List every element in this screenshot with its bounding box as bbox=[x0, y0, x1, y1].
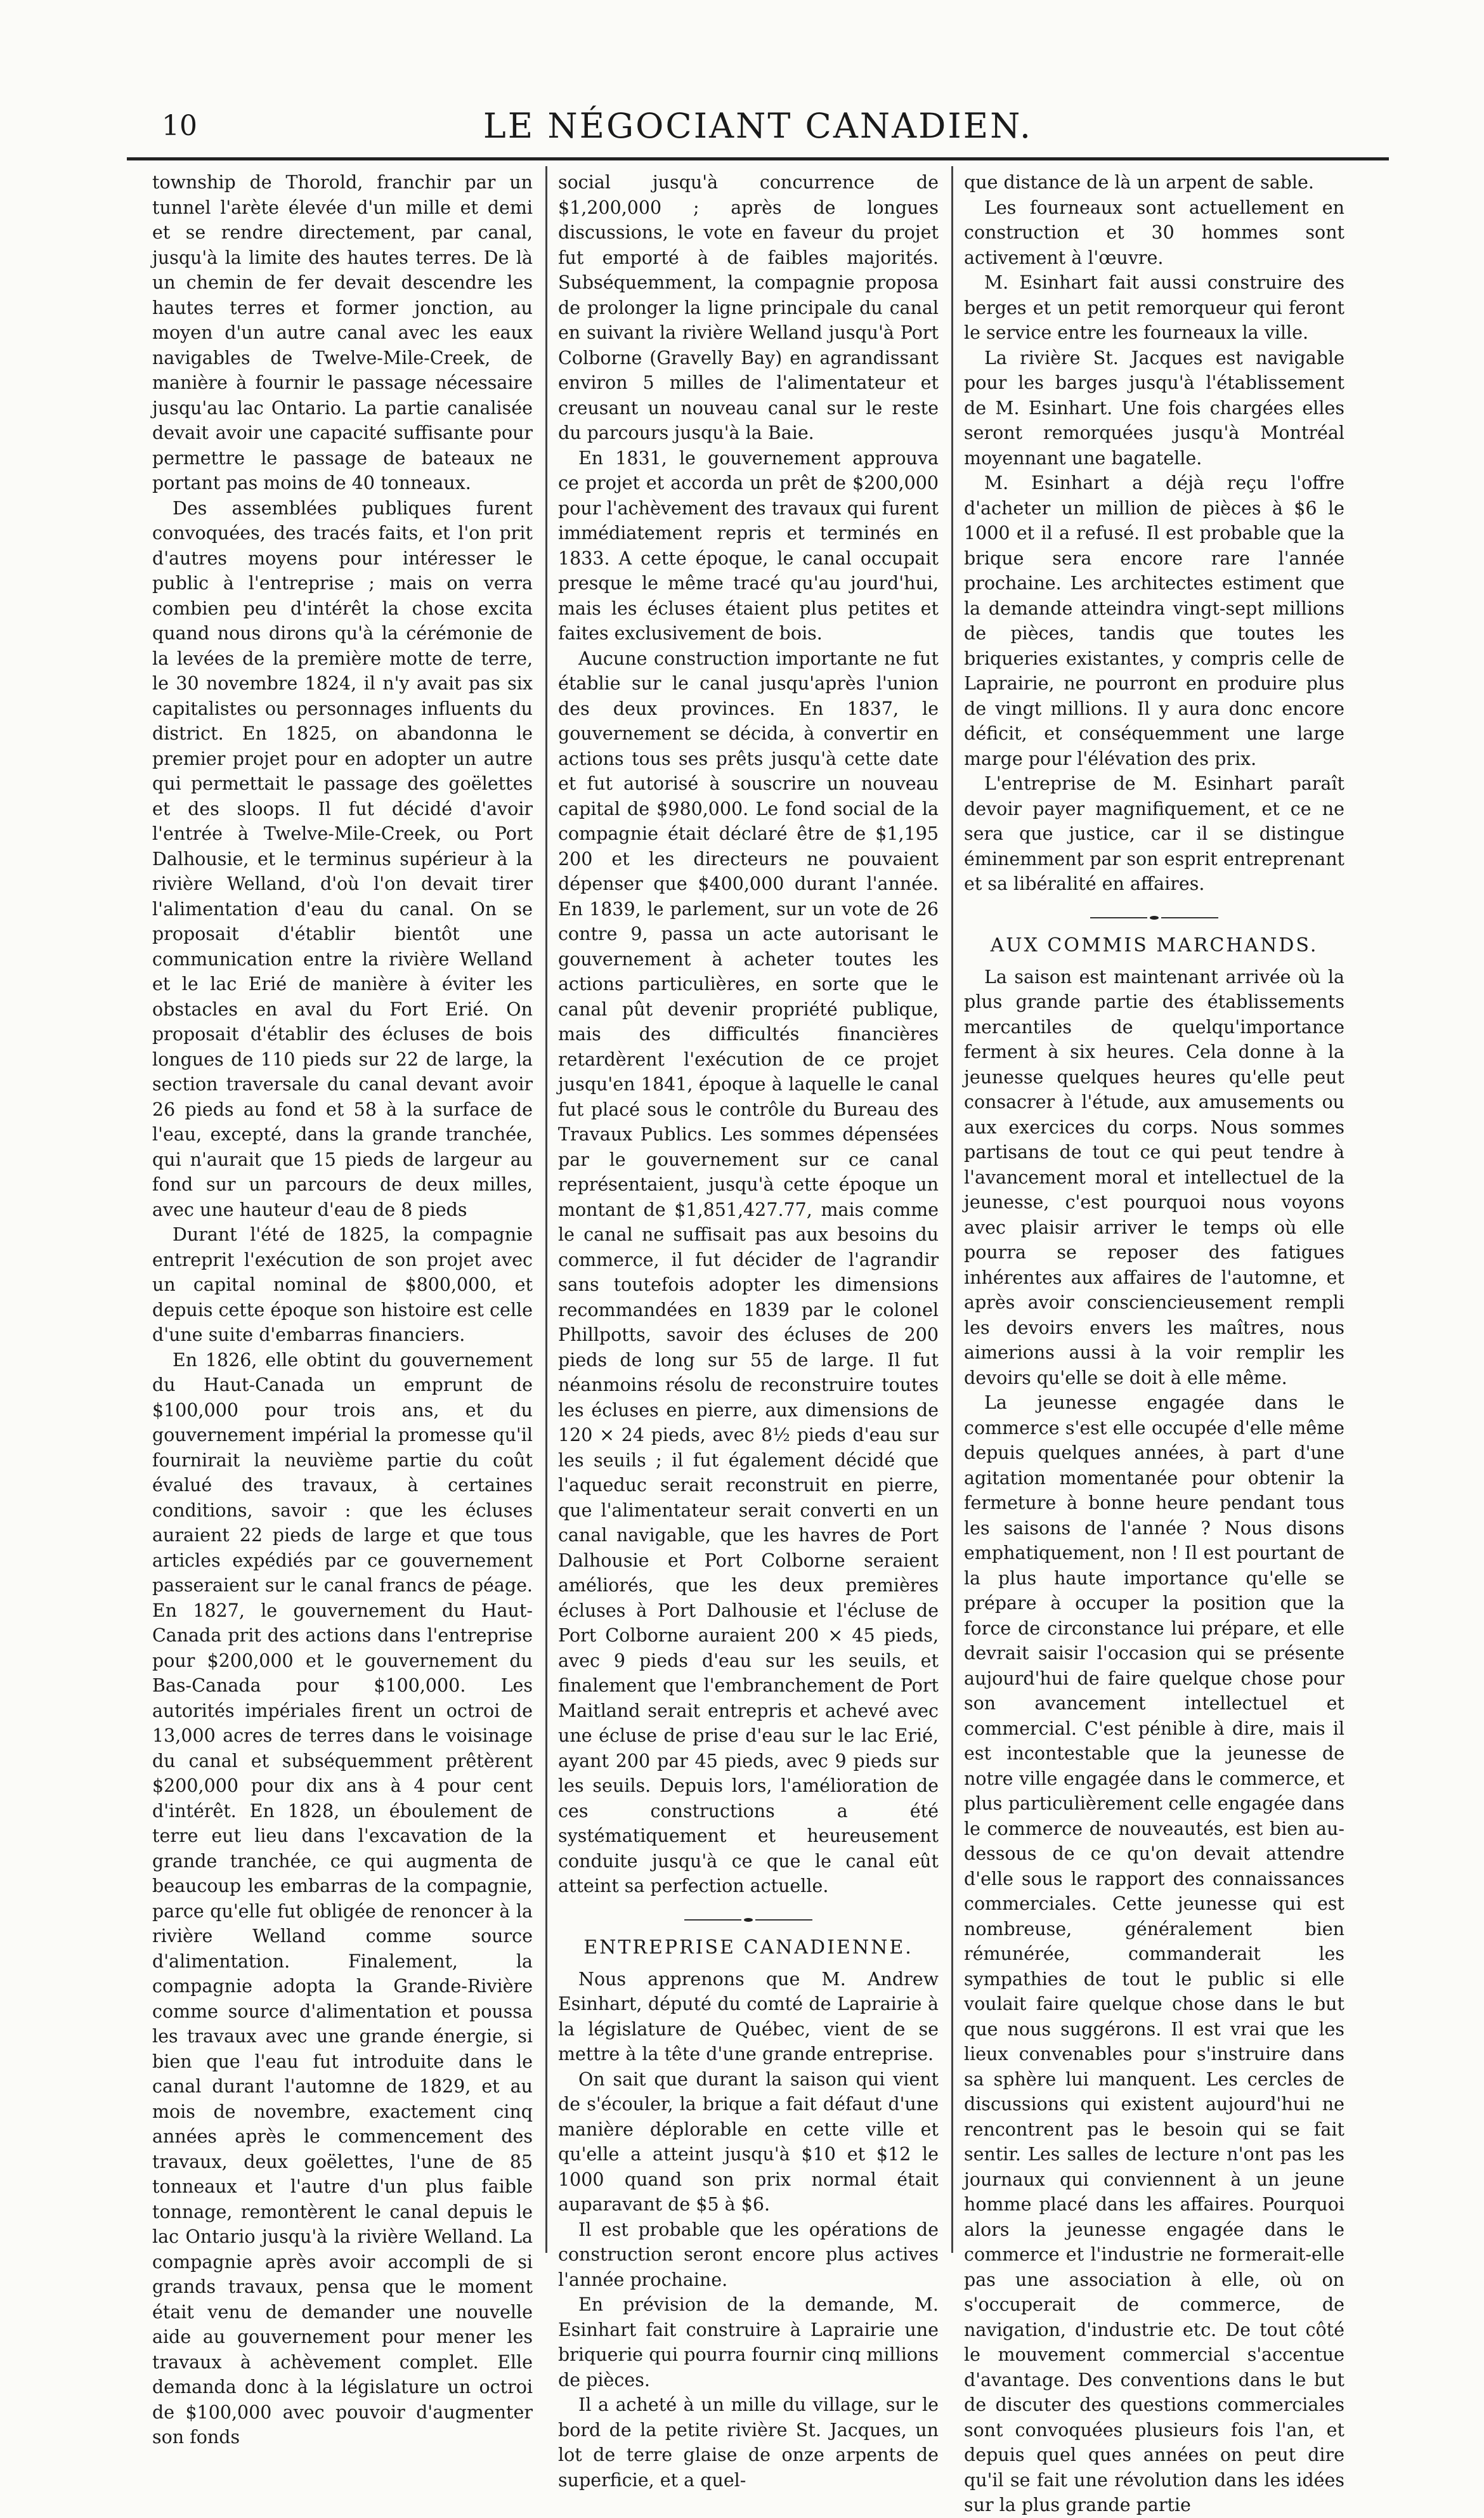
paragraph: township de Thorold, franchir par un tunnel l'arète élevée d'un mille et demi et se rendre directement, par canal, jusqu'à la limite des hautes terres. De là un chemin de fer devait descendre les hautes terres et former jonction, au moyen d'un autre canal avec les eaux navigables de Twelve-Mile-Creek, de manière à fournir le passage nécessaire jusqu'au lac Ontario. La partie canalisée devait avoir une capacité suffisante pour permettre le passage de bateaux ne portant pas moins de 40 tonneaux. bbox=[152, 172, 533, 493]
column-2 bbox=[558, 170, 939, 2491]
paragraph: M. Esinhart a déjà reçu l'offre d'acheter un million de pièces à $6 le 1000 et il a refusé. Il est probable que la brique sera encore rare l'année prochaine. Les architectes estiment que la demande atteindra vingt-sept millions de pièces, tandis que toutes les briqueries existantes, y compris celle de Laprairie, ne pourront en produire plus de vingt millions. Il y aura donc encore déficit, et conséquemment une large marge pour l'élévation des prix. bbox=[964, 473, 1344, 769]
section-separator bbox=[964, 904, 1344, 930]
paragraph: En 1826, elle obtint du gouvernement du Haut-Canada un emprunt de $100,000 pour trois ans, et du gouvernement impérial la promesse qu'il fournirait la neuvième partie du coût évalué des travaux, à certaines conditions, savoir : que les écluses auraient 22 pieds de large et que tous articles expédiés par ce gouvernement passeraient sur le canal francs de péage. En 1827, le gouvernement du Haut-Canada prit des actions dans l'entreprise pour $200,000 et le gouvernement du Bas-Canada pour $100,000. Les autorités impériales firent un octroi de 13,000 acres de terres dans le voisinage du canal et subséquemment prêtèrent $200,000 pour dix ans à 4 pour cent d'intérêt. En 1828, un éboulement de terre eut lieu dans l'excavation de la grande tranchée, ce qui augmenta de beaucoup les embarras de la compagnie, parce qu'elle fut obligée de renoncer à la rivière Welland comme source d'alimentation. Finalement, la compagnie adopta la Grande-Rivière comme source d'alimentation et poussa les travaux avec une grande énergie, si bien que l'eau fut introduite dans le canal durant l'automne de 1829, et au mois de novembre, exactement cinq années après le commencement des travaux, deux goëlettes, l'une de 85 tonneaux et l'autre d'un plus faible tonnage, remontèrent le canal depuis le lac Ontario jusqu'à la rivière Welland. La compagnie après avoir accompli de si grands travaux, pensa que le moment était venu de demander une nouvelle aide au gouvernement pour mener les travaux à achèvement complet. Elle demanda donc à la législature un octroi de $100,000 avec pouvoir d'augmenter son fonds bbox=[152, 1349, 533, 2448]
paragraph: Il a acheté à un mille du village, sur le bord de la petite rivière St. Jacques, un lot de terre glaise de onze arpents de superficie, et a quel- bbox=[558, 2394, 939, 2491]
page-number: 10 bbox=[162, 110, 197, 142]
paragraph: La rivière St. Jacques est navigable pour les barges jusqu'à l'établissement de M. Esinhart. Une fois chargées elles seront remorquées jusqu'à Montréal moyennant une bagatelle. bbox=[964, 347, 1344, 469]
column-divider bbox=[545, 166, 547, 2253]
paragraph: social jusqu'à concurrence de $1,200,000 ; après de longues discussions, le vote en faveur du projet fut emporté à de faibles majorités. Subséquemment, la compagnie proposa de prolonger la ligne principale du canal en suivant la rivière Welland jusqu'à Port Colborne (Gravelly Bay) en agrandissant environ 5 milles de l'alimentateur et creusant un nouveau canal sur le reste du parcours jusqu'à la Baie. bbox=[558, 172, 939, 443]
paragraph: Durant l'été de 1825, la compagnie entreprit l'exécution de son projet avec un capital nominal de $800,000, et depuis cette époque son histoire est celle d'une suite d'embarras financiers. bbox=[152, 1224, 533, 1345]
section-separator bbox=[558, 1907, 939, 1932]
paragraph: La jeunesse engagée dans le commerce s'est elle occupée d'elle même depuis quelques années, à part d'une agitation momentanée pour obtenir la fermeture à bonne heure pendant tous les saisons de l'année ? Nous disons emphatiquement, non ! Il est pourtant de la plus haute importance qu'elle se prépare à occuper la position que la force de circonstance lui prépare, et elle devrait saisir l'occasion qui se présente aujourd'hui de faire quelque chose pour son avancement intellectuel et commercial. C'est pénible à dire, mais il est incontestable que la jeunesse de notre ville engagée dans le commerce, et plus particulièrement celle engagée dans le commerce de nouveautés, est bien au-dessous de ce qu'on devait attendre d'elle sous le rapport des connaissances commerciales. Cette jeunesse qui est nombreuse, généralement bien rémunérée, commanderait les sympathies de tout le public si elle voulait faire quelque chose dans le but que nous suggérons. Il est vrai que les lieux convenables pour s'instruire dans sa sphère lui manquent. Les cercles de discussions qui existent aujourd'hui ne rencontrent pas le besoin qui se fait sentir. Les salles de lecture n'ont pas les journaux qui conviennent à un jeune homme placé dans les affaires. Pourquoi alors la jeunesse engagée dans le commerce et l'industrie ne formerait-elle pas une association à elle, où on s'occuperait de commerce, de navigation, d'industrie etc. De tout côté le mouvement commercial s'accentue d'avantage. Des conventions dans le but de discuter des questions commerciales sont convoquées plusieurs fois l'an, et depuis quel ques années on peut dire qu'il se fait une révolution dans les idées sur la plus grande partie bbox=[964, 1392, 1344, 2515]
paragraph: Nous apprenons que M. Andrew Esinhart, député du comté de Laprairie à la législature de Québec, vient de se mettre à la tête d'une grande entreprise. bbox=[558, 1968, 939, 2065]
section-title: AUX COMMIS MARCHANDS. bbox=[990, 934, 1318, 956]
paragraph: En prévision de la demande, M. Esinhart fait construire à Laprairie une briquerie qui pourra fournir cinq millions de pièces. bbox=[558, 2294, 939, 2391]
paragraph: M. Esinhart fait aussi construire des berges et un petit remorqueur qui feront le service entre les fourneaux la ville. bbox=[964, 272, 1344, 343]
paragraph: En 1831, le gouvernement approuva ce projet et accorda un prêt de $200,000 pour l'achèvement des travaux qui furent immédiatement repris et terminés en 1833. A cette époque, le canal occupait presque le même tracé qu'au jourd'hui, mais les écluses étaient plus petites et faites exclusivement de bois. bbox=[558, 447, 939, 644]
section-title: ENTREPRISE CANADIENNE. bbox=[583, 1936, 913, 1959]
paragraph: Il est probable que les opérations de construction seront encore plus actives l'année prochaine. bbox=[558, 2219, 939, 2290]
column-3 bbox=[964, 170, 1344, 2515]
paragraph: La saison est maintenant arrivée où la plus grande partie des établissements mercantiles de quelqu'importance ferment à six heures. Cela donne à la jeunesse quelques heures qu'elle peut consacrer à l'étude, aux amusements ou aux exercices du corps. Nous sommes partisans de tout ce qui peut tendre à l'avancement moral et intellectuel de la jeunesse, c'est pourquoi nous voyons avec plaisir arriver le temps où elle pourra se reposer des fatigues inhérentes aux affaires de l'automne, et après avoir consciencieusement rempli les devoirs envers les maîtres, nous aimerions aussi à la voir remplir les devoirs qu'elle se doit à elle même. bbox=[964, 966, 1344, 1388]
paragraph: Des assemblées publiques furent convoquées, des tracés faits, et l'on prit d'autres moyens pour intéresser le public à l'entreprise ; mais on verra combien peu d'intérêt la chose excita quand nous dirons qu'à la cérémonie de la levées de la première motte de terre, le 30 novembre 1824, il n'y avait pas six capitalistes ou personnages influents du district. En 1825, on abandonna le premier projet pour en adopter un autre qui permettait le passage des goëlettes et des sloops. Il fut décidé d'avoir l'entrée à Twelve-Mile-Creek, ou Port Dalhousie, et le terminus supérieur à la rivière Welland, d'où l'on devait tirer l'alimentation d'eau du canal. On se proposait d'établir bientôt une communication entre la rivière Welland et le lac Erié de manière à éviter les obstacles en aval du Fort Erié. On proposait d'établir des écluses de bois longues de 110 pieds sur 22 de large, la section traversale du canal devant avoir 26 pieds au fond et 58 à la surface de l'eau, excepté, dans la grande tranchée, qui n'aurait que 15 pieds de largeur au fond sur un parcours de deux milles, avec une hauteur d'eau de 8 pieds bbox=[152, 497, 533, 1220]
page-header bbox=[127, 105, 1389, 152]
paragraph: Les fourneaux sont actuellement en construction et 30 hommes sont activement à l'œuvre. bbox=[964, 197, 1344, 268]
newspaper-title: LE NÉGOCIANT CANADIEN. bbox=[483, 106, 1033, 146]
column-1 bbox=[152, 170, 533, 2448]
paragraph: On sait que durant la saison qui vient de s'écouler, la brique a fait défaut d'une manière déplorable en cette ville et qu'elle a atteint jusqu'à $10 et $12 le 1000 quand son prix normal était auparavant de $5 à $6. bbox=[558, 2068, 939, 2215]
paragraph: L'entreprise de M. Esinhart paraît devoir payer magnifiquement, et ce ne sera que justice, car il se distingue éminemment par son esprit entreprenant et sa libéralité en affaires. bbox=[964, 773, 1344, 894]
paragraph: que distance de là un arpent de sable. bbox=[964, 172, 1314, 193]
header-rule bbox=[127, 157, 1389, 160]
column-divider bbox=[951, 166, 953, 2253]
paragraph: Aucune construction importante ne fut établie sur le canal jusqu'après l'union des deux provinces. En 1837, le gouvernement se décida, à convertir en actions tous ses prêts jusqu'à cette date et fut autorisé à souscrire un nouveau capital de $980,000. Le fond social de la compagnie était déclaré être de $1,195 200 et les directeurs ne pouvaient dépenser que $400,000 durant l'année. En 1839, le parlement, sur un vote de 26 contre 9, passa un acte autorisant le gouvernement à acheter toutes les actions particulières, en sorte que le canal pût devenir propriété publique, mais des difficultés financières retardèrent l'exécution de ce projet jusqu'en 1841, époque à laquelle le canal fut placé sous le contrôle du Bureau des Travaux Publics. Les sommes dépensées par le gouvernement sur ce canal représentaient, jusqu'à cette époque un montant de $1,851,427.77, mais comme le canal ne suffisait pas aux besoins du commerce, il fut décider de l'agrandir sans toutefois adopter les dimensions recommandées en 1839 par le colonel Phillpotts, savoir des écluses de 200 pieds de long sur 55 de large. Il fut néanmoins résolu de reconstruire toutes les écluses en pierre, aux dimensions de 120 × 24 pieds, avec 8½ pieds d'eau sur les seuils ; il fut également décidé que l'aqueduc serait reconstruit en pierre, que l'alimentateur serait converti en un canal navigable, que les havres de Port Dalhousie et Port Colborne seraient améliorés, que les deux premières écluses à Port Dalhousie et l'écluse de Port Colborne auraient 200 × 45 pieds, avec 9 pieds d'eau sur les seuils, et finalement que l'embranchement de Port Maitland serait entrepris et achevé avec une écluse de prise d'eau sur le lac Erié, ayant 200 par 45 pieds, avec 9 pieds sur les seuils. Depuis lors, l'amélioration de ces constructions a été systématiquement et heureusement conduite jusqu'à ce que le canal eût atteint sa perfection actuelle. bbox=[558, 648, 939, 1896]
